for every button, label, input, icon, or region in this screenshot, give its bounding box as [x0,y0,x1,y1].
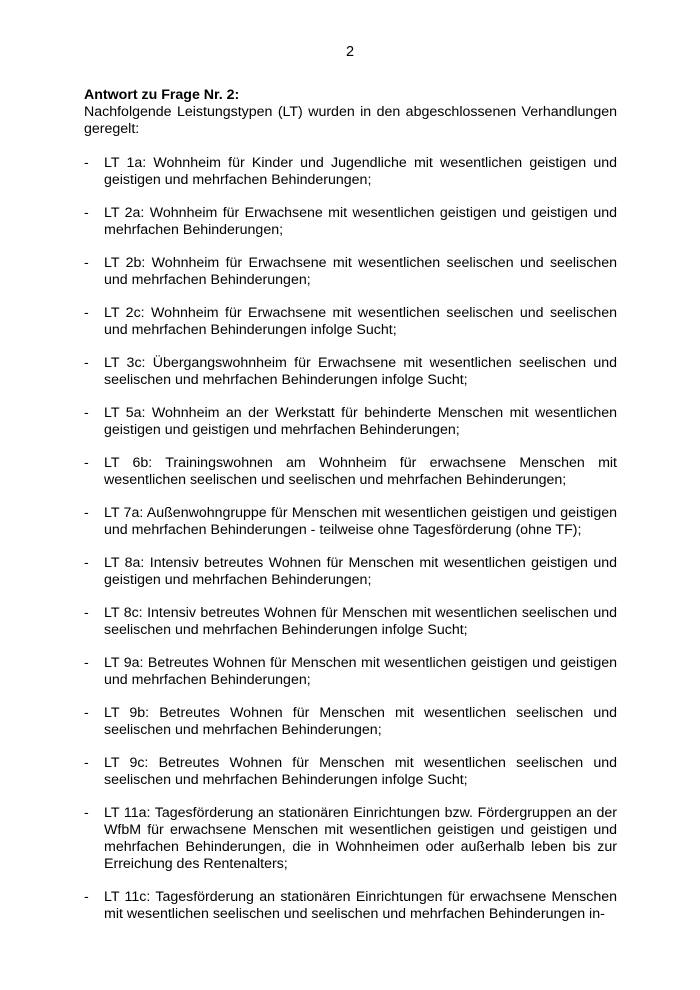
list-item [84,889,617,923]
list-item-text: LT 11c: Tagesförderung an stationären Einrichtungen für erwachsene Menschen mit wesentlichen seelischen und seelischen und mehrfachen Behinderungen in- [104,889,617,922]
list-item-text: LT 8a: Intensiv betreutes Wohnen für Menschen mit wesentlichen geistigen und geistigen und mehrfachen Behinderungen; [104,555,617,588]
bullet-dash: - [84,555,89,571]
bullet-dash: - [84,655,89,671]
list-item [84,355,617,389]
bullet-dash: - [84,889,89,905]
service-type-list [84,155,617,923]
bullet-dash: - [84,755,89,771]
bullet-dash: - [84,505,89,521]
bullet-dash: - [84,805,89,821]
bullet-dash: - [84,205,89,221]
list-item-text: LT 9a: Betreutes Wohnen für Menschen mit wesentlichen geistigen und geistigen und mehrfachen Behinderungen; [104,655,617,688]
list-item-text: LT 6b: Trainingswohnen am Wohnheim für erwachsene Menschen mit wesentlichen seelischen und seelischen und mehrfachen Behinderungen; [104,455,617,488]
list-item [84,755,617,789]
bullet-dash: - [84,155,89,171]
list-item [84,655,617,689]
list-item-text: LT 2c: Wohnheim für Erwachsene mit wesentlichen seelischen und seelischen und mehrfachen Behinderungen infolge Sucht; [104,305,617,338]
bullet-dash: - [84,705,89,721]
list-item-text: LT 5a: Wohnheim an der Werkstatt für behinderte Menschen mit wesentlichen geistigen und geistigen und mehrfachen Behinderungen; [104,405,617,438]
list-item [84,205,617,239]
bullet-dash: - [84,605,89,621]
list-item [84,455,617,489]
list-item-text: LT 7a: Außenwohngruppe für Menschen mit wesentlichen geistigen und geistigen und mehrfachen Behinderungen - teilweise ohne Tagesförderung (ohne TF); [104,505,617,538]
answer-intro: Nachfolgende Leistungstypen (LT) wurden in den abgeschlossenen Verhandlungen geregelt: [84,104,617,137]
list-item-text: LT 2a: Wohnheim für Erwachsene mit wesentlichen geistigen und geistigen und mehrfachen Behinderungen; [104,205,617,238]
list-item [84,305,617,339]
list-item [84,505,617,539]
list-item-text: LT 9c: Betreutes Wohnen für Menschen mit wesentlichen seelischen und seelischen und mehrfachen Behinderungen infolge Sucht; [104,755,617,788]
list-item [84,405,617,439]
list-item-text: LT 2b: Wohnheim für Erwachsene mit wesentlichen seelischen und seelischen und mehrfachen Behinderungen; [104,255,617,288]
bullet-dash: - [84,305,89,321]
bullet-dash: - [84,255,89,271]
page-number: 2 [345,44,355,60]
list-item-text: LT 1a: Wohnheim für Kinder und Jugendliche mit wesentlichen geistigen und geistigen und mehrfachen Behinderungen; [104,155,617,188]
list-item [84,555,617,589]
list-item [84,155,617,189]
answer-heading: Antwort zu Frage Nr. 2: [84,87,240,103]
bullet-dash: - [84,455,89,471]
answer-section [84,87,617,939]
list-item-text: LT 3c: Übergangswohnheim für Erwachsene mit wesentlichen seelischen und seelischen und mehrfachen Behinderungen infolge Sucht; [104,355,617,388]
list-item-text: LT 8c: Intensiv betreutes Wohnen für Menschen mit wesentlichen seelischen und seelischen und mehrfachen Behinderungen infolge Sucht; [104,605,617,638]
bullet-dash: - [84,355,89,371]
list-item-text: LT 9b: Betreutes Wohnen für Menschen mit wesentlichen seelischen und seelischen und mehrfachen Behinderungen; [104,705,617,738]
list-item [84,605,617,639]
list-item [84,805,617,873]
list-item [84,255,617,289]
list-item [84,705,617,739]
list-item-text: LT 11a: Tagesförderung an stationären Einrichtungen bzw. Fördergruppen an der WfbM für erwachsene Menschen mit wesentlichen geistigen und geistigen und mehrfachen Behinderungen, die in Wohnheimen oder außerhalb leben bis zur Erreichung des Rentenalters; [104,805,617,872]
bullet-dash: - [84,405,89,421]
